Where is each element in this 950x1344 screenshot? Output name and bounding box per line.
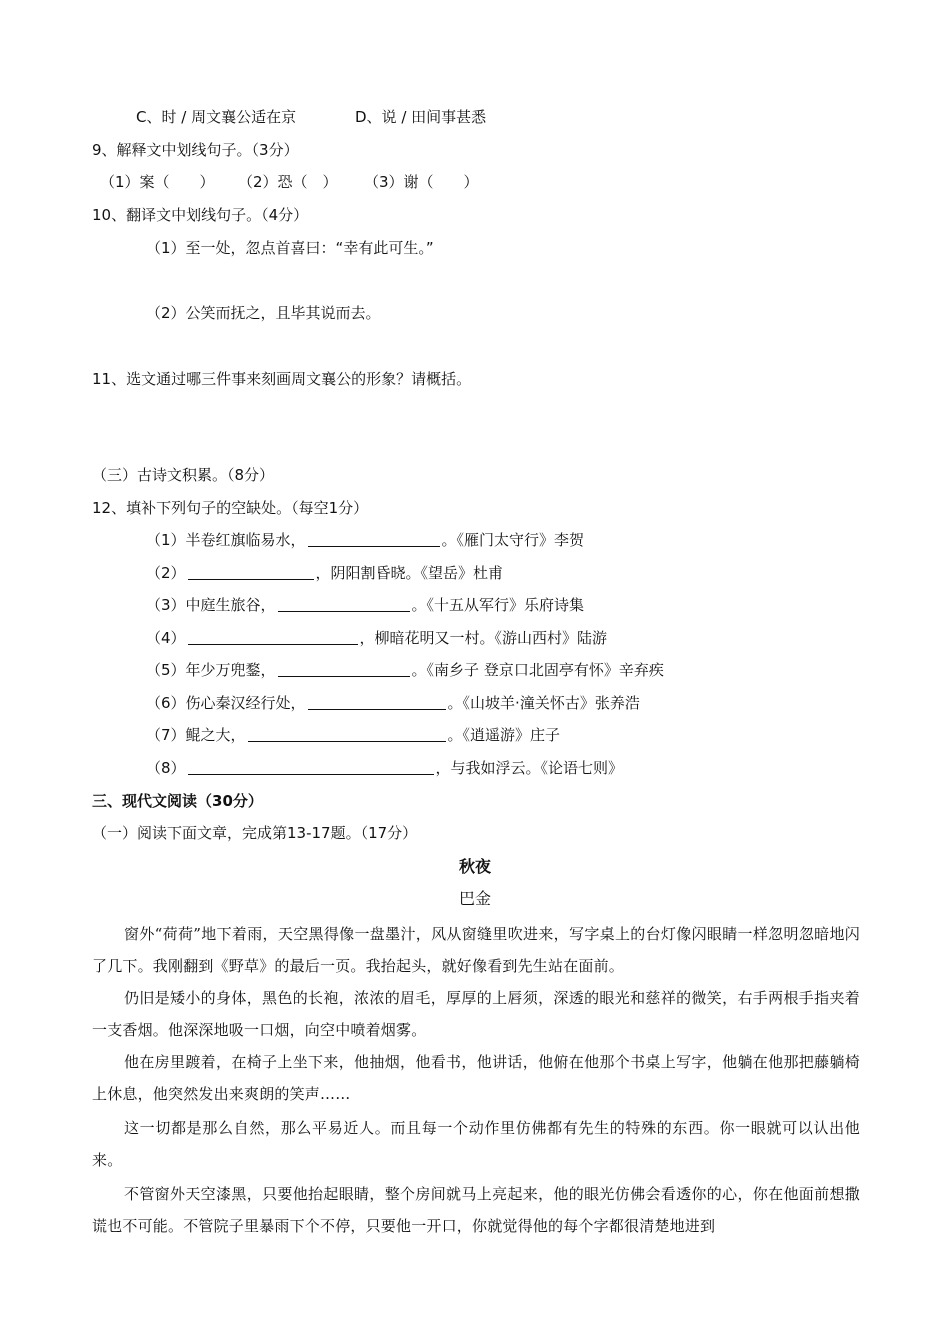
section-3-heading: （三）古诗文积累。（8分） — [92, 466, 275, 484]
q9-stem: 9、解释文中划线句子。（3分） — [92, 141, 299, 159]
q12-item-8-post: ，与我如浮云。《论语七则》 — [435, 759, 624, 777]
q10-item-1: （1）至一处，忽点首喜曰：“幸有此可生。” — [146, 239, 434, 257]
q12-item-3-blank[interactable] — [278, 597, 410, 612]
article-paragraph-2: 仍旧是矮小的身体，黑色的长袍，浓浓的眉毛，厚厚的上唇须，深透的眼光和慈祥的微笑，右手两根手指夹着一支香烟。他深深地吸一口烟，向空中喷着烟雾。 — [92, 989, 860, 1039]
q12-item-2 — [146, 563, 503, 583]
q12-item-8-blank[interactable] — [188, 760, 434, 775]
q10-stem: 10、翻译文中划线句子。（4分） — [92, 206, 309, 224]
q12-item-7-post: 。《逍遥游》庄子 — [447, 726, 561, 744]
article-paragraph-5: 不管窗外天空漆黑，只要他抬起眼睛，整个房间就马上亮起来，他的眼光仿佛会看透你的心，你在他面前想撒谎也不可能。不管院子里暴雨下个不停，只要他一开口，你就觉得他的每个字都很清楚地进到 — [92, 1185, 860, 1235]
part-3-heading: 三、现代文阅读（30分） — [92, 792, 263, 810]
q12-item-2-post: ，阴阳割昏晓。《望岳》杜甫 — [315, 564, 504, 582]
q12-item-5-blank[interactable] — [278, 662, 410, 677]
article-author: 巴金 — [458, 889, 491, 908]
q12-item-6-post: 。《山坡羊·潼关怀古》张养浩 — [447, 694, 640, 712]
q12-item-2-blank[interactable] — [188, 565, 314, 580]
q12-item-4-pre: （4） — [146, 629, 186, 647]
q12-item-7 — [146, 725, 560, 745]
q12-item-1-pre: （1）半卷红旗临易水， — [146, 531, 306, 549]
q12-item-3-post: 。《十五从军行》乐府诗集 — [411, 596, 585, 614]
q12-item-1 — [146, 530, 584, 550]
q12-item-6-pre: （6）伤心秦汉经行处， — [146, 694, 306, 712]
part-3-sub-heading: （一）阅读下面文章，完成第13-17题。（17分） — [92, 824, 418, 842]
q11-stem: 11、选文通过哪三件事来刻画周文襄公的形象？请概括。 — [92, 370, 472, 388]
q9-item-2: （2）恐（ ） — [238, 173, 338, 191]
q9-item-3: （3）谢（ ） — [364, 173, 479, 191]
q12-item-5 — [146, 660, 664, 680]
q12-item-5-pre: （5）年少万兜鍪， — [146, 661, 276, 679]
q12-item-4-post: ，柳暗花明又一村。《游山西村》陆游 — [359, 629, 608, 647]
q12-stem: 12、填补下列句子的空缺处。（每空1分） — [92, 499, 369, 517]
article-paragraph-4: 这一切都是那么自然，那么平易近人。而且每一个动作里仿佛都有先生的特殊的东西。你一眼就可以认出他来。 — [92, 1119, 860, 1169]
q12-item-5-post: 。《南乡子 登京口北固亭有怀》辛弃疾 — [411, 661, 664, 679]
q8-option-d: D、说 / 田间事甚悉 — [355, 108, 487, 126]
q12-item-6-blank[interactable] — [308, 695, 446, 710]
q12-item-3-pre: （3）中庭生旅谷， — [146, 596, 276, 614]
q12-item-8 — [146, 758, 623, 778]
q8-option-c: C、时 / 周文襄公适在京 — [136, 108, 297, 126]
q9-item-1: （1）案（ ） — [100, 173, 215, 191]
q12-item-6 — [146, 693, 640, 713]
q12-item-7-blank[interactable] — [248, 727, 446, 742]
q12-item-4 — [146, 628, 607, 648]
article-paragraph-3: 他在房里踱着，在椅子上坐下来，他抽烟，他看书，他讲话，他俯在他那个书桌上写字，他躺在他那把藤躺椅上休息，他突然发出来爽朗的笑声…… — [92, 1053, 860, 1103]
q12-item-8-pre: （8） — [146, 759, 186, 777]
q10-item-2: （2）公笑而抚之，且毕其说而去。 — [146, 304, 381, 322]
q12-item-7-pre: （7）鲲之大， — [146, 726, 246, 744]
q12-item-2-pre: （2） — [146, 564, 186, 582]
q12-item-1-blank[interactable] — [308, 532, 440, 547]
article-paragraph-1: 窗外“荷荷”地下着雨，天空黑得像一盘墨汁，风从窗缝里吹进来，写字桌上的台灯像闪眼睛一样忽明忽暗地闪了几下。我刚翻到《野草》的最后一页。我抬起头，就好像看到先生站在面前。 — [92, 925, 860, 975]
q12-item-3 — [146, 595, 584, 615]
article-title: 秋夜 — [458, 857, 491, 876]
q12-item-4-blank[interactable] — [188, 630, 358, 645]
q12-item-1-post: 。《雁门太守行》李贺 — [441, 531, 585, 549]
